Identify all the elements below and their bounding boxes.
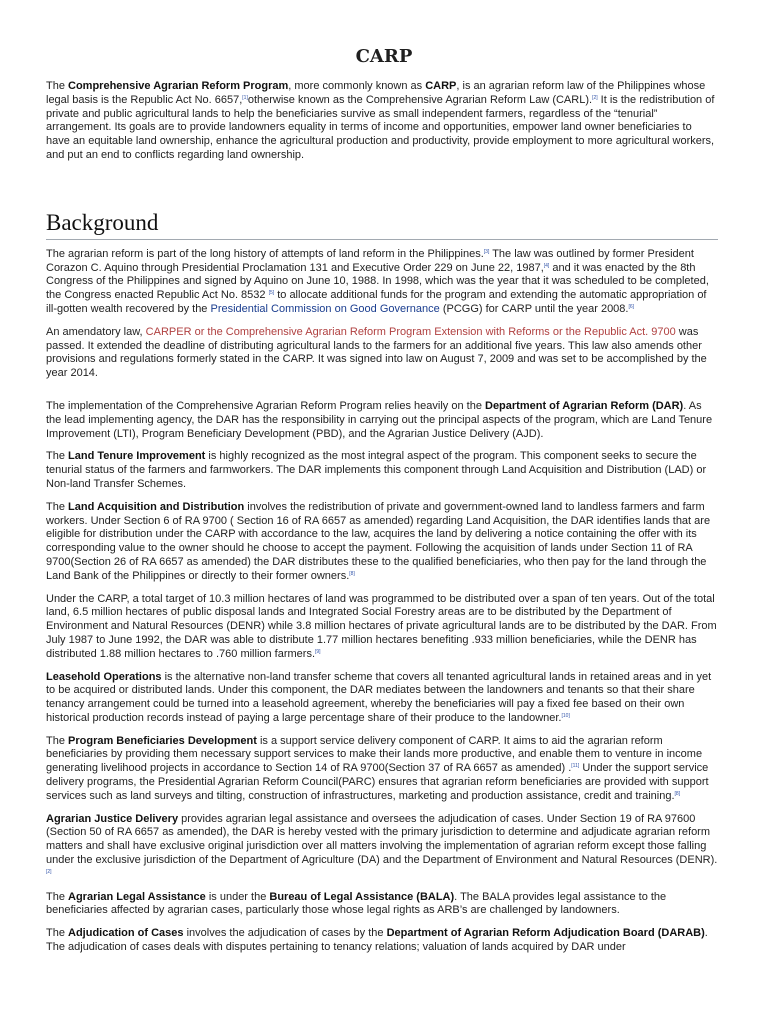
term-ajd: Agrarian Justice Delivery xyxy=(46,812,179,825)
intro-paragraph: The Comprehensive Agrarian Reform Program, more commonly known as CARP, is an agrarian reform law of the Philippines whose legal basis is the Republic Act No. 6657,[1]otherwise known as the Comprehensive Agrarian Reform Law (CARL).[2] It is the redistribution of private and public agricultural lands to help the beneficiaries survive as small independent farmers, regardless of the “tenurial” arrangement. Its goals are to provide landowners equality in terms of income and opportunities, empower land owner beneficiaries to have an equitable land ownership, enhance the agricultural production and productivity, provide employment to more agricultural workers, and put an end to conflicts regarding land ownership. xyxy=(46,80,715,161)
implementation-paragraph: The implementation of the Comprehensive Agrarian Reform Program relies heavily on the Department of Agrarian Reform (DAR). As the lead implementing agency, the DAR has the responsibility in carrying out the principal aspects of the program, which are Land Tenure Improvement (LTI), Program Beneficiary Development (PBD), and the Agrarian Justice Delivery (AJD). xyxy=(46,399,713,440)
citation-1[interactable]: [1] xyxy=(242,94,248,101)
citation-2b[interactable]: [2] xyxy=(46,868,52,875)
carper-link[interactable]: CARPER or the Comprehensive Agrarian Reform Program Extension with Reforms or the Republic Act. 9700 xyxy=(145,325,676,338)
ala-paragraph: The Agrarian Legal Assistance is under the Bureau of Legal Assistance (BALA). The BALA provides legal assistance to the beneficiaries affected by agrarian cases, particularly those whose legal rights as ARB’s are challenged by landowners. xyxy=(46,890,667,917)
citation-11[interactable]: [11] xyxy=(571,763,580,770)
adjudication-paragraph: The Adjudication of Cases involves the adjudication of cases by the Department of Agrarian Reform Adjudication Board (DARAB). The adjudication of cases deals with disputes pertaining to tenancy relations; valuation of lands acquired by DAR under xyxy=(46,927,708,954)
citation-9[interactable]: [9] xyxy=(315,648,321,655)
target-paragraph: Under the CARP, a total target of 10.3 million hectares of land was programmed to be distributed over a span of ten years. Out of the total land, 6.5 million hectares of public disposal lands and Integrated Social Forestry areas are to be distributed by the Department of Environment and Natural Resources (DENR) while 3.8 million hectares of private agricultural lands are to be distributed by the DAR. From July 1987 to June 1992, the DAR was able to distribute 1.77 million hectares benefiting .933 million beneficiaries, while the DENR has distributed 1.88 million hectares to .760 million farmers.[9] xyxy=(46,592,717,660)
term-dar: Department of Agrarian Reform (DAR) xyxy=(485,399,684,412)
term-carp: CARP xyxy=(425,80,457,92)
term-lad: Land Acquisition and Distribution xyxy=(68,500,245,513)
term-carp-full: Comprehensive Agrarian Reform Program xyxy=(68,80,289,92)
pcgg-link[interactable]: Presidential Commission on Good Governance xyxy=(210,302,440,315)
background-paragraph-1: The agrarian reform is part of the long history of attempts of land reform in the Philippines.[3] The law was outlined by former President Corazon C. Aquino through Presidential Proclamation 131 and Executive Order 229 on June 22, 1987,[4] and it was enacted by the 8th Congress of the Philippines and signed by Aquino on June 10, 1988. In 1998, which was the year that it was scheduled to be completed, the Congress enacted Republic Act No. 8532 [5] to allocate additional funds for the program and extending the automatic appropriation of ill-gotten wealth recovered by the Presidential Commission on Good Governance (PCGG) for CARP until the year 2008.[6] xyxy=(46,247,709,315)
citation-6[interactable]: [6] xyxy=(628,303,635,310)
citation-5[interactable]: [5] xyxy=(268,290,275,297)
term-bala: Bureau of Legal Assistance (BALA) xyxy=(269,890,455,903)
background-paragraph-2: An amendatory law, CARPER or the Comprehensive Agrarian Reform Program Extension with Reforms or the Republic Act. 9700 was passed. It extended the deadline of distributing agricultural lands to the farmers for an additional five years. This law also amends other provisions and regulations formerly stated in the CARP. It was signed into law on August 7, 2009 and was set to be accomplished by the year 2014. xyxy=(46,325,707,380)
term-ala: Agrarian Legal Assistance xyxy=(68,890,206,903)
ajd-paragraph: Agrarian Justice Delivery provides agrarian legal assistance and oversees the adjudication of cases. Under Section 19 of RA 97600 (Section 50 of RA 6657 as amended), the DAR is hereby vested with the primary jurisdiction to determine and adjudicate agrarian reform matters and shall have exclusive original jurisdiction over all matters involving the implementation of agrarian reform except those falling under the exclusive jurisdiction of the Department of Agriculture (DA) and the Department of Environment and Natural Resources (DENR).[2] xyxy=(46,812,718,875)
citation-10[interactable]: [10] xyxy=(561,712,570,719)
term-pbd: Program Beneficiaries Development xyxy=(68,734,257,747)
article-body xyxy=(46,80,718,964)
lti-paragraph: The Land Tenure Improvement is highly recognized as the most integral aspect of the program. This component seeks to secure the tenurial status of the farmers and farmworkers. The DAR implements this component through Land Acquisition and Distribution (LAD) or Non-land Transfer Schemes. xyxy=(46,450,707,490)
term-adjudication: Adjudication of Cases xyxy=(68,927,184,940)
citation-8[interactable]: [8] xyxy=(349,570,355,577)
term-leasehold: Leasehold Operations xyxy=(46,670,162,683)
pbd-paragraph: The Program Beneficiaries Development is a support service delivery component of CARP. It aims to aid the agrarian reform beneficiaries by providing them necessary support services to make their lands more productive, and enable them to venture in income generating livelihood projects in accordance to Section 14 of RA 9700(Section 37 of RA 6657 as amended) .[11] Under the support service delivery programs, the Presidential Agrarian Reform Council(PARC) ensures that agrarian reform beneficiaries are provided with support services such as land surveys and tilting, construction of infrastructures, marketing and production assistance, credit and training.[8] xyxy=(46,734,709,802)
citation-3[interactable]: [3] xyxy=(483,248,490,255)
lad-paragraph: The Land Acquisition and Distribution involves the redistribution of private and government-owned land to landless farmers and farm workers. Under Section 6 of RA 9700 ( Section 16 of RA 6657 as amended) regarding Land Acquisition, the DAR identifies lands that are eligible for distribution under the CARP with accordance to the law, acquires the land by delivering a notice containing the offer with its corresponding value to the owner should he choose to accept the payment. Following the acquisition of lands under Section 11 of RA 9700(Section 26 of RA 6657 as amended) the DAR distributes these to the qualified beneficiaries, who then pay for the land through the Land Bank of the Philippines or directly to their former owners.[8] xyxy=(46,500,711,582)
citation-4[interactable]: [4] xyxy=(543,262,550,269)
section-heading-background: Background xyxy=(46,209,718,240)
page-title: CARP xyxy=(355,46,413,67)
term-darab: Department of Agrarian Reform Adjudication Board (DARAB) xyxy=(386,927,705,940)
leasehold-paragraph: Leasehold Operations is the alternative non-land transfer scheme that covers all tenanted agricultural lands in retained areas and in yet to be acquired or distributed lands. Under this component, the DAR mediates between the landowners and tenants so that their share tenancy arrangement could be turned into a leasehold agreement, whereby the beneficiaries will pay a fixed fee based on their own historical production records instead of paying a large percentage share of their produce to the landowner.[10] xyxy=(46,670,712,724)
term-lti: Land Tenure Improvement xyxy=(68,450,206,463)
citation-2[interactable]: [2] xyxy=(592,94,598,101)
citation-8b[interactable]: [8] xyxy=(674,790,681,797)
